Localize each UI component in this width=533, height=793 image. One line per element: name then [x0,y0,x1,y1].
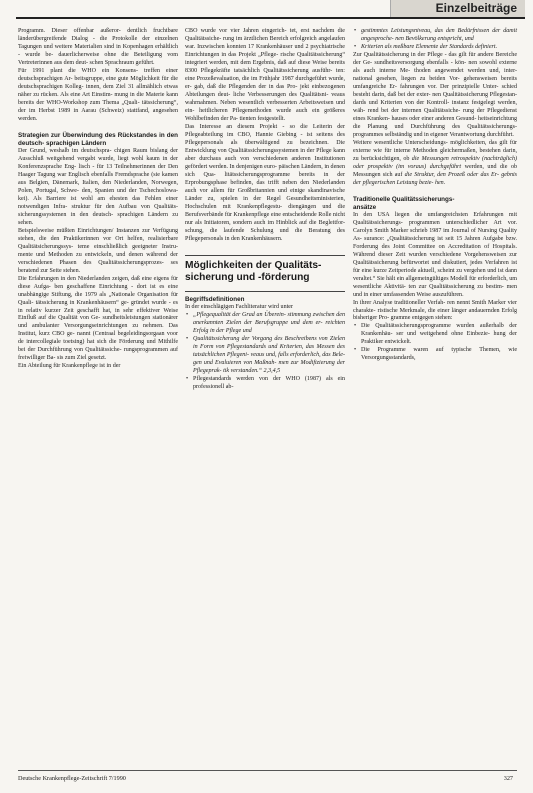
list-item: • Kriterien als meßbare Elemente der Standards definiert. [353,44,517,52]
list-item: • Die Programme waren auf typische Themen, wie Versorgungsstandards, [353,347,517,363]
footer-rule [18,770,517,771]
section-rule [185,255,345,256]
definition-list-continued [353,28,517,52]
header-rule [16,17,525,19]
section-title: Möglichkeiten der Qualitäts- sicherung und -förderung [185,259,322,283]
characteristics-list [353,323,517,363]
paragraph: CBO wurde vor vier Jahren eingerich- tet, erst nachdem die Qualitätssiche- rung im ärztlichen Bereich erfolgreich angelaufen war. Inzwischen konnten 17 Krankenhäuser und 2 psychiatrische Einrichtungen in das Projekt „Pflege- rische Qualitätssicherung“ integriert werden, mit dem Ergebnis, daß auf diese Weise bereits 8300 Pflegekräfte tatsächlich Qualitätssicherung ausführ- ten: eine Prozeßevaluation, die im Frühjahr 1987 durchgeführt wurde, er- gab, daß die Pflegenden der in das Pro- jekt einbezogenen Abteilungen deut- liche Verbesserungen des Qualitätsni- veaus wahrnahmen. Neben wesentlich verbesserten Arbeitsweisen und ein- heitlicheren Pflegemethoden wurde auch ein größeres Wohlbefinden der Pa- tienten festgestellt. [185,28,346,122]
paragraph: In ihrer Analyse traditioneller Verfah- ren nennt Smith Marker vier charakte- ristische Merkmale, die einer länger andauernden Erfolg bisheriger Pro- gramme entgegen stehen: [353,299,518,322]
column-1 [18,28,178,371]
column-3 [353,28,517,363]
paragraph: Programm. Dieser offenbar außeror- dentlich fruchtbare länderübergreifende Dialog - die Protokolle der einzelnen Tagungen und weitere Materialien sind in Kopenhagen erhältlich - wurde be- dauerlicherweise ohne die Beteiligung vom Vertreterinnen aus dem deut- schen Sprachraum geführt. [18,28,179,66]
list-item: • „Pflegequalität der Grad an Überein- stimmung zwischen den anerkannten Zielen der Berufsgruppe und dem er- reichten Erfolg in der Pflege und [185,312,345,336]
list-item: • Qualitätssicherung der Vorgang des Beschreibens von Zielen in Form von Pflegestandards und Kriterien, das Messen des tatsächlichen Pflegeni- veaus und, falls erforderlich, das Bele- gen und Evaluieren von Maßnah- men zur Modifizierung der Pflegeprak- tik verstanden.“ 2,3,4,5 [185,336,345,376]
subheading: Traditionelle Qualitätssicherungs- ansätze [353,195,455,211]
paragraph: Für 1991 plant die WHO ein Konsens- treffen einer deutschsprachigen Ar- beitsgruppe, eine gute Möglichkeit für die deutschsprachigen Kolleg- innen, dem Ziel 31 allmählich etwas näher zu rücken. Als eine Art Einstim- mung in die Materie kann bereits der WHO-Workshop zum Thema „Quali- tätssicherung“, der im Herbst 1989 in Aarau (Schweiz) stattfand, angesehen werden. [18,67,179,122]
column-2 [185,28,345,392]
definition-list [185,312,345,392]
page-number: 327 [503,775,513,782]
paragraph: Zur Qualitätssicherung in der Pflege - das gilt für andere Bereiche der Ge- sundheitsversorgung ebenfalls - kön- nen sowohl externe als auch interne Me- thoden angewendet werden und, inter- national gesehen, liegen zu beiden Vor- gehensweisen bereits umfangreiche Er- fahrungen vor. Der prinzipielle Unter- schied besteht darin, daß bei der exter- nen Qualitätssicherung Pflegestan- dards und Kriterien von der Kontroll- instanz festgelegt werden, wäh- rend bei der internen Qualitätssiche- rung der Pflegedienst eines Kranken- hauses oder einer anderen Gesund- heitseinrichtung die Planung und Durchführung des Qualitätssicherungs- programmes selbständig und in eigener Verantwortung durchführt. [353,51,518,138]
subheading: Begriffsdefinitionen [185,296,245,304]
subheading: Strategien zur Überwindung des Rückstandes in den deutsch- sprachigen Ländern [18,131,178,147]
journal-citation: Deutsche Krankenpflege-Zeitschrift 7/1990 [18,775,126,782]
paragraph: Das Interesse an diesem Projekt - so die Leiterin der Pflegeabteilung im CBO, Hannie Giebing - ist seitens des Pflegepersonals als überwältigend zu bezeichnen. Die Entwicklung von Qualitätssicherungssystemen in der Pflege kann aber durchaus auch von verschiedenen anderen Institutionen gefördert werden. In denjenigen euro- päischen Ländern, in denen sich Qua- litätssicherungsprogramme bereits in der Erprobungsphase befinden, das trifft neben den Niederlanden auch vor allem für Großbritannien und einige skandinavische Länder zu, spielen in der Regel Gesundheitsministerien, Hochschulen mit Krankenpflegestu- diengängen und die Berufsverbände für Krankenpflege eine entscheidende Rolle nicht nur als Initiatoren, sondern auch im Hinblick auf die Begleitfor- schung, die laufende Schulung und die Beratung des Pflegepersonals in den Krankenhäusern. [185,123,346,242]
list-item: • gestimmtes Leistungsniveau, das den Bedürfnissen der damit angesproche- nen Bevölkerung entspricht, und [353,28,517,44]
page-header [0,0,533,22]
section-label: Einzelbeiträge [435,1,517,15]
paragraph: Der Grund, weshalb im deutschspra- chigen Raum bislang der Ausschluß weitgehend vergabt wurde, liegt wohl kaum in der Konferenzsprache Eng- lisch - für 13 Teilnehmerinnen der Den Haager Tagung war Englisch ebenfalls Fremdsprache (sie kamen aus Belgien, Dänemark, Italien, den Niederlanden, Norwegen, Polen, Portugal, Schwe- den, Spanien und der Tschechoslowa- kei). Als Barriere ist wohl am ehesten das Fehlen einer notwendigen Infra- struktur für den Aufbau von Qualitäts- sicherungssystemen in den deutsch- sprachigen Ländern zu sehen. [18,147,179,226]
paragraph: Beispielsweise müßten Einrichtungen/ Instanzen zur Verfügung stehen, die den Praktikerinnen vor Ort helfen, realisierbare Qualitätsicherungssys- teme einschließlich geeigneter Instru- mente und Methoden zu entwickeln, und denen während der verschiedenen Phasen des Qualitätssicherungsprozes- ses beratend zur Seite stehen. [18,227,179,274]
paragraph: In der einschlägigen Fachliteratur wird unter [185,304,293,311]
section-rule [185,291,345,292]
paragraph: In den USA liegen die umfangreichsten Erfahrungen mit Qualitätssicherungs- programmen unterschiedlicher Art vor. Carolyn Smith Marker schrieb 1987 im Journal of Nursing Quality As- surance: „Qualitätssicherung ist seit 15 Jahren Aufgabe bzw. Forderung des Joint Committee on Accreditation of Hospitals. Während dieser Zeit wurden verschiedene Vorgehensweisen zur Qualitätssicherung befürwortet und diskutiert, jedes Verfahren ist für eine kurze Zeitperiode aktuell, scheint zu vergehen und ist dann veraltet.“ Sie hält ein allgemeingültiges Modell für erforderlich, um wesentliche Aktivitä- ten zur Qualitätssicherung zu bestim- men und in einer umfassenden Weise auszuführen. [353,211,518,298]
paragraph: Weitere wesentliche Unterscheidungs- möglichkeiten, das gilt für externe wie für interne Methoden gleichermaßen, bestehen darin, zu berücksichtigen, ob die Messungen retrospektiv (nachträglich) oder prospektiv (im voraus) durchgeführt werden, und die ob Messungen sich auf die Struktur, den Prozeß oder das Er- gebnis der pflegerischen Leistung bezie- hen. [353,139,518,186]
paragraph: Die Erfahrungen in den Niederlanden zeigen, daß eine eigens für diese Aufga- ben geschaffene Einrichtung - dort ist es eine unabhängige Stiftung, die 1979 als „Nationale Organisation für Quali- tätssicherung in Krankenhäusern“ ge- gründet wurde - es in relativ kurzer Zeit geschafft hat, in sehr effektiver Weise Einfluß auf die Qualität von Ge- sundheitsleistungen stationärer und ambulanter Versorgungseinrichtungen zu nehmen. Das Institut, kurz CBO ge- nannt (Centraal begeleidingsorgaan voor de intercollegiale toetsing) hat sich die Förderung und Mithilfe bei der Durchführung von Qualitätssiche- rungsprogrammen auf freiwilliger Ba- sis zum Ziel gesetzt. [18,275,179,362]
list-item: • Die Qualitätssicherungsprogramme wurden außerhalb der Krankenhäu- ser und weitgehend ohne Einbezie- hung der Praktiker entwickelt. [353,323,517,347]
list-item: • Pflegestandards werden von der WHO (1987) als ein professionell ab- [185,376,345,392]
paragraph: Ein Abteilung für Krankenpflege ist in der [18,363,121,370]
